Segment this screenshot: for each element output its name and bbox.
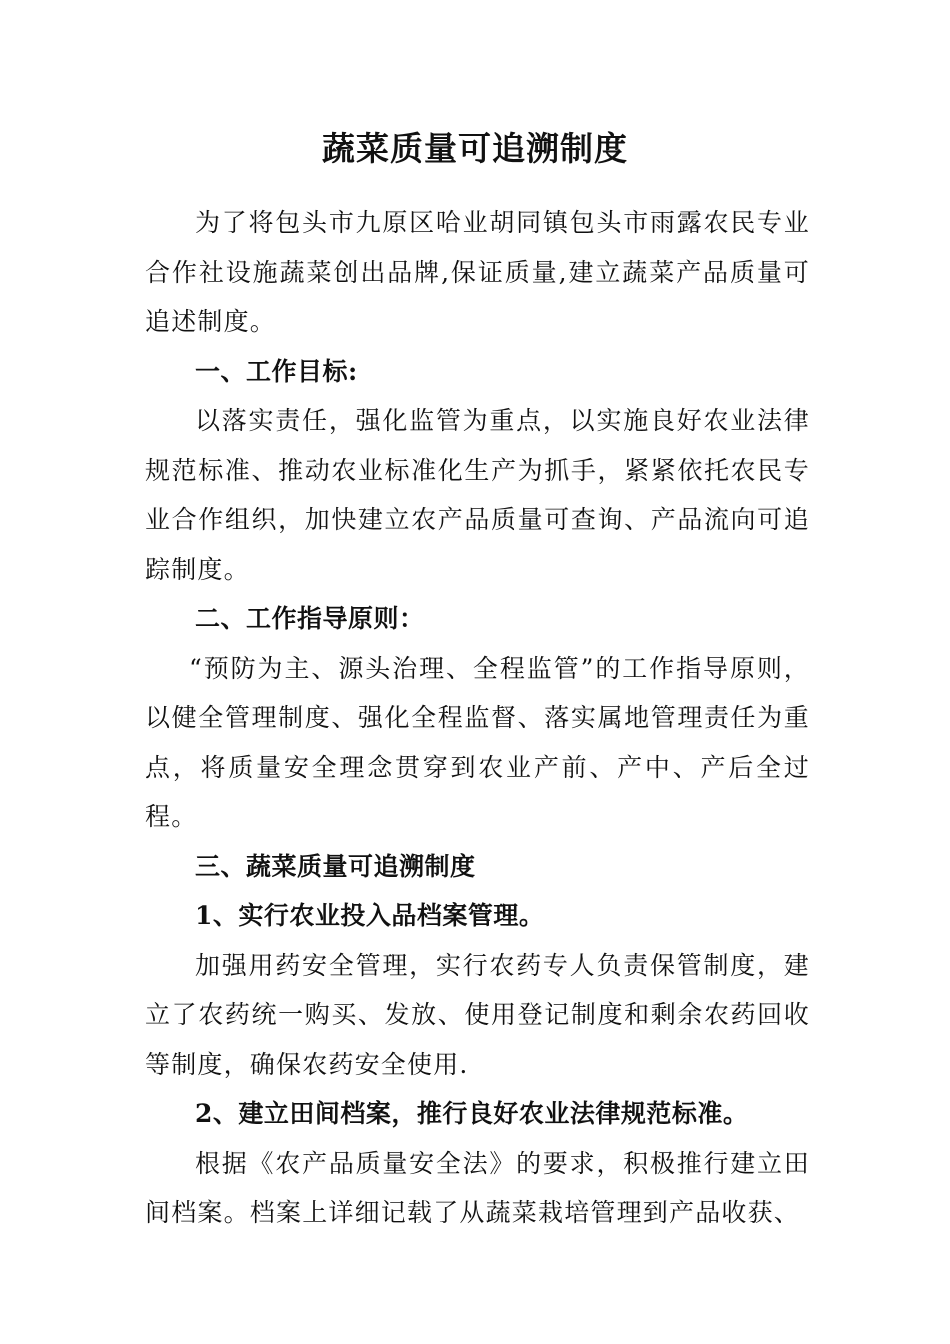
section-heading-principles: 二、工作指导原则： [195,604,425,633]
field-archive-paragraph: 根据《农产品质量安全法》的要求，积极推行建立田间档案。档案上详细记载了从蔬菜栽培管理到产品收获、 [145,1148,810,1227]
section-heading-traceability: 三、蔬菜质量可追溯制度 [195,851,476,881]
inputs-archive-paragraph: 加强用药安全管理，实行农药专人负责保管制度，建立了农药统一购买、发放、使用登记制度和剩余农药回收等制度，确保农药安全使用. [145,950,810,1079]
subheading-field-archive: 2、建立田间档案，推行良好农业法律规范标准。 [195,1099,749,1128]
subheading-inputs-archive: 1、实行农业投入品档案管理。 [195,901,545,930]
goals-paragraph: 以落实责任，强化监管为重点，以实施良好农业法律规范标准、推动农业标准化生产为抓手，紧紧依托农民专业合作组织，加快建立农产品质量可查询、产品流向可追踪制度。 [145,406,810,584]
section-heading-goals: 一、工作目标: [195,356,358,386]
principles-paragraph: “预防为主、源头治理、全程监管”的工作指导原则，以健全管理制度、强化全程监督、落实属地管理责任为重点，将质量安全理念贯穿到农业产前、产中、产后全过程。 [145,653,810,831]
document-title: 蔬菜质量可追溯制度 [322,129,628,168]
document-body [145,198,810,1238]
intro-paragraph: 为了将包头市九原区哈业胡同镇包头市雨露农民专业合作社设施蔬菜创出品牌,保证质量,建立蔬菜产品质量可追述制度。 [145,208,810,336]
